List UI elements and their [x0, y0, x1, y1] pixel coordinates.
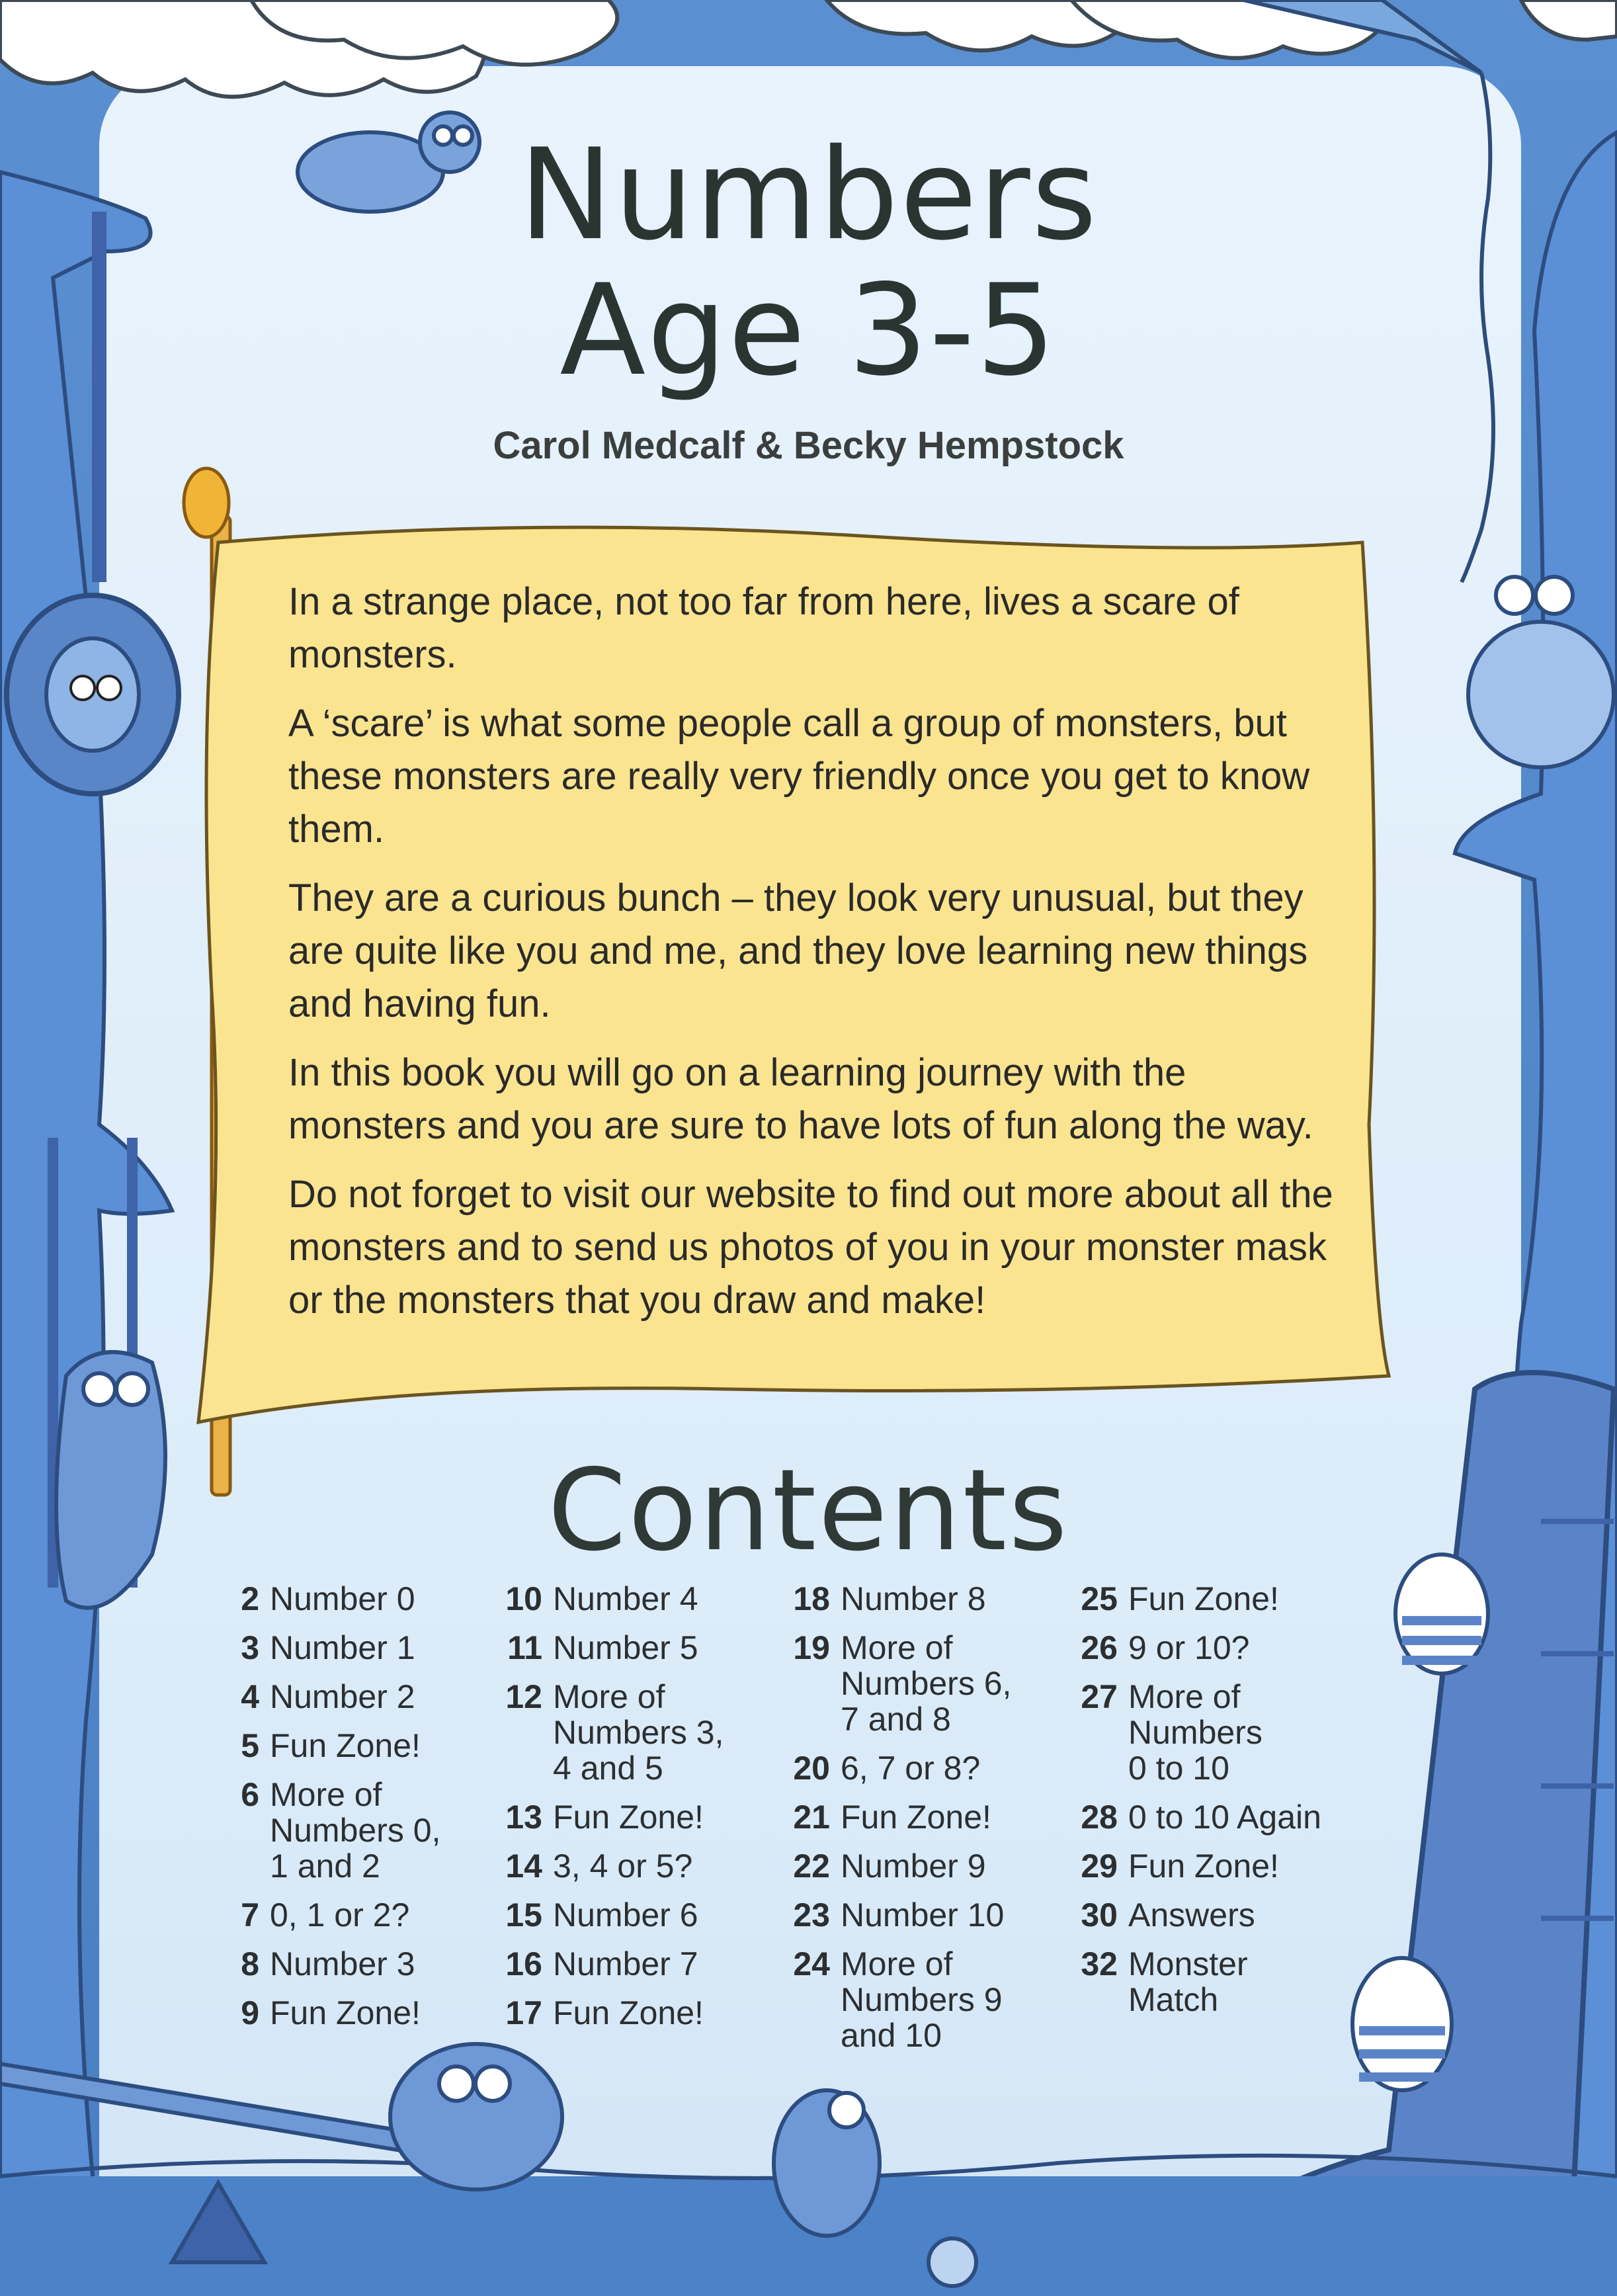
toc-entry[interactable] [225, 1581, 503, 1617]
toc-entry[interactable] [225, 1897, 503, 1933]
toc-label: Number 4 [553, 1580, 698, 1617]
toc-entry[interactable] [784, 1946, 1061, 2053]
toc-label: Fun Zone! [553, 1799, 704, 1836]
intro-text [288, 575, 1347, 1343]
toc-entry[interactable] [496, 1946, 774, 1982]
toc-page-number: 4 [241, 1678, 259, 1715]
toc-label: Number 1 [270, 1629, 415, 1666]
toc-entry[interactable] [1071, 1581, 1349, 1617]
toc-label: Number 6 [553, 1896, 698, 1934]
toc-label: Number 3 [270, 1945, 415, 1982]
toc-page-number: 19 [793, 1629, 830, 1666]
contents-heading: Contents [548, 1445, 1069, 1576]
intro-paragraph: Do not forget to visit our website to find out more about all the monsters and to send us photos of you in your monster mask or the monsters that you draw and make! [288, 1173, 1333, 1322]
toc-entry[interactable] [1071, 1946, 1349, 2018]
toc-page-number: 14 [505, 1848, 542, 1885]
toc-label: Fun Zone! [841, 1799, 991, 1836]
toc-page-number: 10 [505, 1580, 542, 1617]
toc-page-number: 28 [1081, 1799, 1118, 1836]
toc-label: Number 5 [553, 1629, 698, 1666]
toc-entry[interactable] [225, 1777, 503, 1884]
toc-label: Number 8 [841, 1580, 986, 1617]
toc-page-number: 11 [507, 1629, 542, 1666]
toc-page-number: 6 [241, 1776, 259, 1813]
toc-page-number: 25 [1081, 1580, 1118, 1617]
intro-paragraph: A ‘scare’ is what some people call a group of monsters, but these monsters are really very friendly once you get to know them. [288, 702, 1310, 851]
toc-page-number: 26 [1081, 1629, 1118, 1666]
toc-label: More of Numbers 0 to 10 [1128, 1678, 1263, 1787]
toc-entry[interactable] [784, 1897, 1061, 1933]
toc-entry[interactable] [225, 1679, 503, 1715]
toc-label: 0 to 10 Again [1128, 1799, 1321, 1836]
toc-entry[interactable] [1071, 1897, 1349, 1933]
intro-paragraph: They are a curious bunch – they look very unusual, but they are quite like you and me, and they love learning new things and having fun. [288, 876, 1308, 1025]
toc-page-number: 8 [241, 1945, 259, 1982]
toc-entry[interactable] [1071, 1679, 1349, 1786]
toc-page-number: 13 [505, 1799, 542, 1836]
toc-entry[interactable] [225, 1728, 503, 1764]
toc-label: Monster Match [1128, 1945, 1248, 2018]
toc-entry[interactable] [1071, 1799, 1349, 1835]
toc-entry[interactable] [784, 1630, 1061, 1737]
toc-label: Number 10 [841, 1896, 1005, 1934]
toc-label: 9 or 10? [1128, 1629, 1250, 1666]
toc-label: More of Numbers 0, 1 and 2 [270, 1776, 441, 1885]
toc-page-number: 23 [793, 1896, 830, 1934]
toc-entry[interactable] [225, 1995, 503, 2031]
toc-entry[interactable] [496, 1581, 774, 1617]
page-title: Numbers [518, 122, 1099, 268]
toc-label: 6, 7 or 8? [841, 1750, 981, 1787]
toc-label: Number 2 [270, 1678, 415, 1715]
toc-page-number: 9 [241, 1994, 259, 2031]
toc-label: More of Numbers 9 and 10 [841, 1945, 1003, 2054]
toc-label: Fun Zone! [1128, 1848, 1279, 1885]
toc-label: More of Numbers 6, 7 and 8 [841, 1629, 1012, 1738]
toc-entry[interactable] [1071, 1630, 1349, 1666]
intro-paragraph: In a strange place, not too far from here, lives a scare of monsters. [288, 580, 1239, 676]
toc-label: Fun Zone! [1128, 1580, 1279, 1617]
toc-entry[interactable] [784, 1581, 1061, 1617]
toc-label: Answers [1128, 1896, 1255, 1934]
toc-label: Fun Zone! [270, 1727, 421, 1764]
toc-entry[interactable] [496, 1897, 774, 1933]
toc-entry[interactable] [225, 1630, 503, 1666]
toc-page-number: 18 [793, 1580, 830, 1617]
toc-column-1 [225, 1581, 503, 2044]
toc-label: Number 9 [841, 1848, 986, 1885]
toc-page-number: 3 [241, 1629, 259, 1666]
toc-label: Fun Zone! [270, 1994, 421, 2031]
toc-page-number: 5 [241, 1727, 259, 1764]
toc-page-number: 20 [793, 1750, 830, 1787]
toc-page-number: 27 [1081, 1678, 1118, 1715]
toc-entry[interactable] [496, 1630, 774, 1666]
toc-page-number: 21 [793, 1799, 830, 1836]
toc-page-number: 29 [1081, 1848, 1118, 1885]
toc-label: 3, 4 or 5? [553, 1848, 693, 1885]
toc-page-number: 2 [241, 1580, 259, 1617]
authors: Carol Medcalf & Becky Hempstock [493, 424, 1124, 467]
toc-entry[interactable] [1071, 1848, 1349, 1884]
toc-page-number: 24 [793, 1945, 830, 1982]
toc-page-number: 32 [1081, 1945, 1118, 1982]
toc-entry[interactable] [225, 1946, 503, 1982]
toc-label: Fun Zone! [553, 1994, 704, 2031]
toc-entry[interactable] [496, 1799, 774, 1835]
toc-column-3 [784, 1581, 1061, 2066]
toc-entry[interactable] [496, 1995, 774, 2031]
toc-page-number: 30 [1081, 1896, 1118, 1934]
toc-entry[interactable] [784, 1750, 1061, 1786]
toc-entry[interactable] [496, 1679, 774, 1786]
toc-entry[interactable] [496, 1848, 774, 1884]
toc-page-number: 22 [793, 1848, 830, 1885]
left-tree-illustration [0, 172, 172, 2296]
toc-label: Number 7 [553, 1945, 698, 1982]
toc-entry[interactable] [784, 1848, 1061, 1884]
page-subtitle: Age 3-5 [560, 257, 1057, 404]
toc-column-2 [496, 1581, 774, 2044]
toc-page-number: 7 [241, 1896, 259, 1934]
toc-page-number: 17 [505, 1994, 542, 2031]
toc-label: More of Numbers 3, 4 and 5 [553, 1678, 724, 1787]
intro-paragraph: In this book you will go on a learning journey with the monsters and you are sure to have lots of fun along the way. [288, 1051, 1313, 1147]
toc-label: Number 0 [270, 1580, 415, 1617]
toc-column-4 [1071, 1581, 1349, 2031]
toc-entry[interactable] [784, 1799, 1061, 1835]
toc-label: 0, 1 or 2? [270, 1896, 410, 1934]
toc-page-number: 16 [505, 1945, 542, 1982]
toc-page-number: 12 [505, 1678, 542, 1715]
toc-page-number: 15 [505, 1896, 542, 1934]
